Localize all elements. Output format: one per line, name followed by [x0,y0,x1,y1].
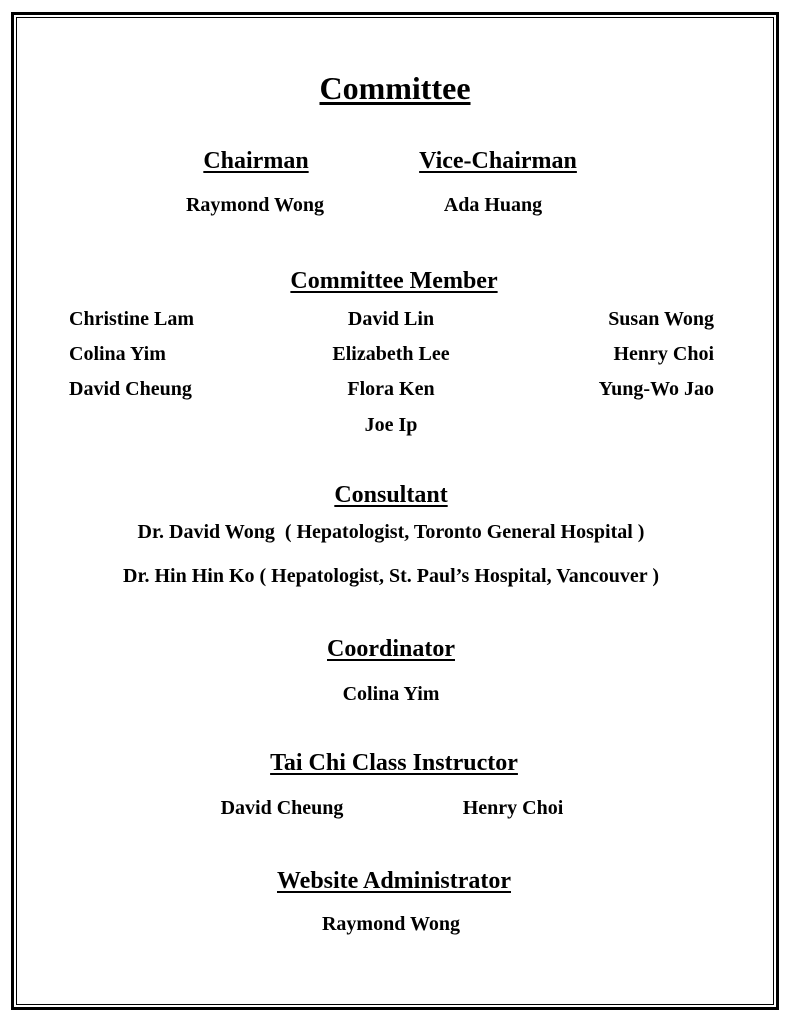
page-border-inner [16,17,774,1005]
member-name: Colina Yim [69,343,166,365]
tai-chi-instructor: David Cheung [220,797,344,819]
chairman-heading: Chairman [203,148,309,174]
consultant-heading: Consultant [334,482,448,508]
coordinator-name: Colina Yim [342,683,440,705]
member-name: Elizabeth Lee [332,343,450,365]
tai-chi-instructor: Henry Choi [462,797,564,819]
consultant-entry: Dr. Hin Hin Ko ( Hepatologist, St. Paul’s Hospital, Vancouver ) [123,565,659,587]
member-name: David Lin [347,308,435,330]
vice-chairman-name: Ada Huang [443,194,543,216]
member-name: Christine Lam [69,308,194,330]
coordinator-heading: Coordinator [327,636,455,662]
member-name: Henry Choi [613,343,714,365]
page-title: Committee [319,70,471,106]
member-name: Flora Ken [347,378,435,400]
website-admin-heading: Website Administrator [277,868,511,894]
member-name: Yung-Wo Jao [598,378,714,400]
member-name: David Cheung [69,378,192,400]
website-admin-name: Raymond Wong [321,913,461,935]
member-name: Joe Ip [364,414,418,436]
tai-chi-heading: Tai Chi Class Instructor [270,750,518,776]
consultant-entry: Dr. David Wong ( Hepatologist, Toronto General Hospital ) [137,521,645,543]
committee-member-heading: Committee Member [290,268,498,294]
member-name: Susan Wong [608,308,714,330]
chairman-name: Raymond Wong [185,194,325,216]
vice-chairman-heading: Vice-Chairman [419,148,577,174]
